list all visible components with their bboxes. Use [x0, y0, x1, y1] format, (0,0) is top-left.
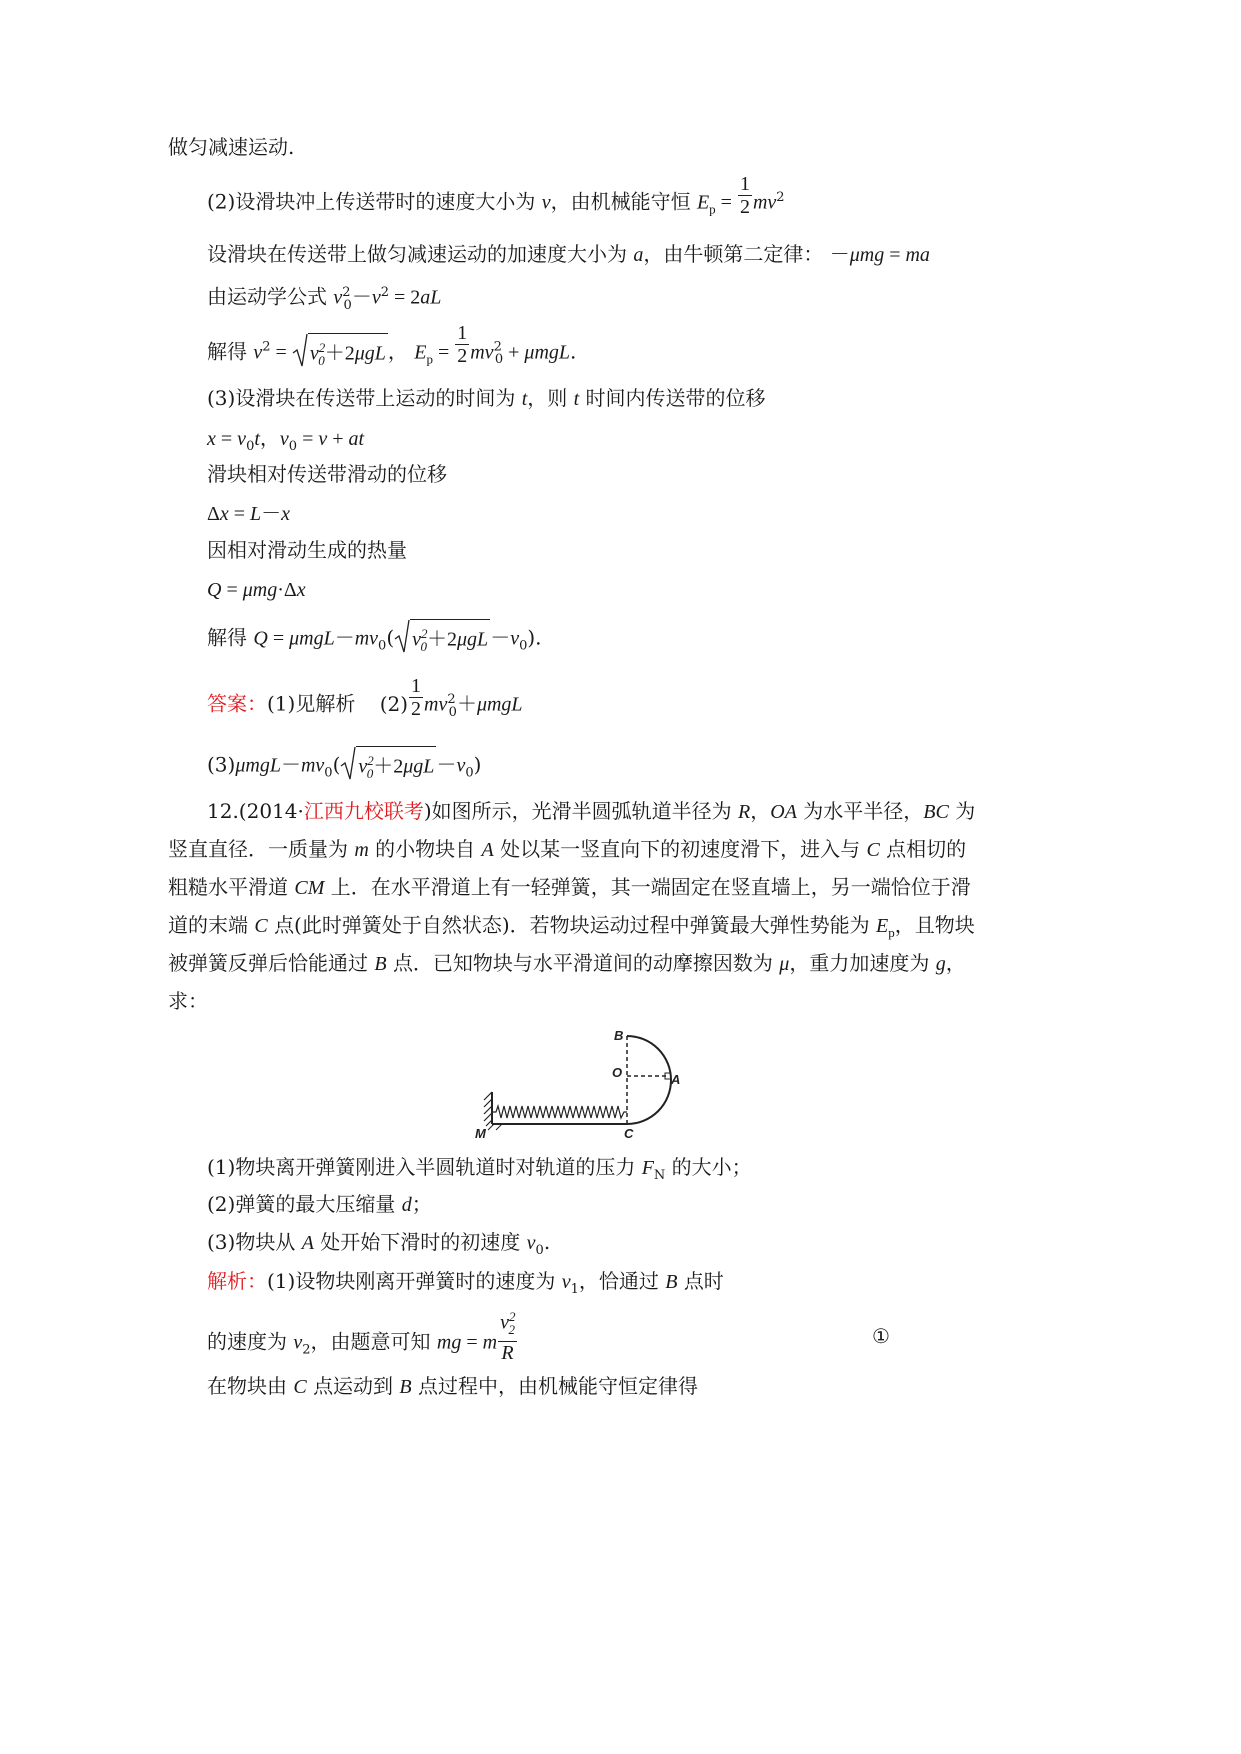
- text: (2): [379, 691, 409, 716]
- text: 在物块由: [207, 1374, 287, 1398]
- text: (3)设滑块在传送带上运动的时间为: [207, 386, 516, 410]
- sub-question-1: (1)物块离开弹簧刚进入半圆轨道时对轨道的压力 $F_N$ 的大小；: [207, 1155, 752, 1183]
- text: ，且物块: [894, 913, 975, 937]
- text: 滑块相对传送带滑动的位移: [207, 462, 447, 486]
- text: 做匀减速运动.: [168, 135, 295, 159]
- label-C: C: [624, 1126, 634, 1141]
- text: 上．在水平滑道上有一轻弹簧，其一端固定在竖直墙上，另一端恰位于滑: [330, 875, 971, 899]
- text: 因相对滑动生成的热量: [207, 538, 407, 562]
- text-line: 解得 $v^2$ = $v^2_0+2\mu gL$ ， $E_p$ = $\frac{1}{2}$ $mv^2_0 + \mu mgL$.: [207, 333, 576, 374]
- analysis-line-2: 的速度为 $v_2$，由题意可知 mg = m $\frac{v^2_2}{R}$: [207, 1322, 518, 1364]
- text: 被弹簧反弹后恰能通过: [168, 951, 368, 975]
- analysis-line-1: 解析：(1)设物块刚离开弹簧时的速度为 $v_1$，恰通过 B 点时: [207, 1269, 724, 1297]
- text-line: (3)设滑块在传送带上运动的时间为 t，则 t 时间内传送带的位移: [207, 386, 766, 410]
- question-12-line-6: [168, 987, 208, 1015]
- text-line: 由运动学公式 $v^2_0-v^2 = 2aL$: [207, 284, 442, 313]
- answer-line: $(3)\mu mgL-mv_0$( $v^2_0+2\mu gL -v_0$): [207, 746, 481, 787]
- answer-line: 答案：(1)见解析 (2) $\frac{1}{2}$ $mv^2_0+\mu mgL$: [207, 674, 523, 720]
- text-line: 解得 $Q = \mu mgL-mv_0$( $v^2_0+2\mu gL -v_0$).: [207, 619, 542, 660]
- analysis-label: 解析：: [207, 1269, 267, 1293]
- text: (3)物块从: [207, 1230, 296, 1254]
- label-B: B: [614, 1028, 624, 1043]
- text: (3): [207, 752, 236, 777]
- spring: [492, 1106, 627, 1118]
- text: ，: [750, 799, 771, 823]
- text-line: 设滑块在传送带上做匀减速运动的加速度大小为 a，由牛顿第二定律： －μmg = ma: [207, 242, 930, 266]
- label-A: A: [671, 1072, 681, 1087]
- text: 处开始下滑时的初速度: [320, 1230, 521, 1254]
- text-line: [207, 536, 407, 564]
- solution-line-2: (2)设滑块冲上传送带时的速度大小为 v，由机械能守恒 $E_p$ = $\frac{1}{2}$ $mv^2$: [207, 172, 785, 218]
- text: 竖直直径．一质量为: [168, 837, 348, 861]
- text: 12.(2014·: [207, 799, 304, 823]
- text: 点相切的: [886, 837, 967, 861]
- text: 粗糙水平滑道: [168, 875, 288, 899]
- text: (2)设滑块冲上传送带时的速度大小为: [207, 189, 536, 214]
- equation-number-1: [872, 1322, 890, 1350]
- text: ，由题意可知: [310, 1329, 431, 1354]
- answer-label: 答案：: [207, 691, 267, 716]
- question-12-line-2: 竖直直径．一质量为 m 的小物块自 A 处以某一竖直向下的初速度滑下，进入与 C 点相切的: [168, 837, 967, 861]
- semicircle-track: [627, 1036, 671, 1124]
- label-M: M: [475, 1126, 486, 1141]
- text: 解得: [207, 625, 247, 650]
- text: 求：: [168, 989, 208, 1013]
- sub-question-3: (3)物块从 A 处开始下滑时的初速度 $v_0$.: [207, 1230, 551, 1258]
- text: 的速度为: [207, 1329, 287, 1354]
- wall-hatch: [484, 1092, 492, 1126]
- sqrt-expression: $v^2_0+2\mu gL$: [292, 333, 388, 373]
- text: ；: [411, 1192, 432, 1216]
- text: 处以某一竖直向下的初速度滑下，进入与: [500, 837, 861, 861]
- text: ，则: [527, 386, 568, 410]
- text: ，: [945, 951, 966, 975]
- text: (1)物块离开弹簧刚进入半圆轨道时对轨道的压力: [207, 1155, 636, 1179]
- question-12-line-1: 12.(2014·江西九校联考)如图所示，光滑半圆弧轨道半径为 R，OA 为水平半径，BC 为: [207, 799, 976, 823]
- text: ，由机械能守恒: [550, 189, 691, 214]
- question-12-line-4: 道的末端 C 点(此时弹簧处于自然状态)．若物块运动过程中弹簧最大弹性势能为 $E_p$，且物块: [168, 913, 975, 940]
- track-spring-figure: [470, 1020, 730, 1150]
- text: 点运动到: [313, 1374, 394, 1398]
- source-label: 江西九校联考: [303, 799, 424, 823]
- text-line: [168, 133, 294, 161]
- sqrt-expression: $v^2_0+2\mu gL$: [340, 746, 436, 786]
- text: 的小物块自: [375, 837, 476, 861]
- text: 的大小；: [671, 1155, 752, 1179]
- text: 为: [955, 799, 976, 823]
- text: )如图所示，光滑半圆弧轨道半径为: [423, 799, 732, 823]
- text: 时间内传送带的位移: [585, 386, 766, 410]
- text: .: [543, 1230, 551, 1254]
- text: ，恰通过: [578, 1269, 659, 1293]
- text: 点过程中，由机械能守恒定律得: [418, 1374, 698, 1398]
- text: 点．已知物块与水平滑道间的动摩擦因数为: [392, 951, 773, 975]
- text: (1)设物块刚离开弹簧时的速度为: [267, 1269, 556, 1293]
- text-line: Δx = L－x: [207, 503, 291, 525]
- text: (2)弹簧的最大压缩量: [207, 1192, 396, 1216]
- label-O: O: [612, 1065, 623, 1080]
- text: 道的末端: [168, 913, 248, 937]
- text: 为水平半径，: [803, 799, 924, 823]
- text: 解得: [207, 339, 247, 364]
- question-12-line-3: 粗糙水平滑道 CM 上．在水平滑道上有一轻弹簧，其一端固定在竖直墙上，另一端恰位于滑: [168, 875, 971, 899]
- analysis-line-3: 在物块由 C 点运动到 B 点过程中，由机械能守恒定律得: [207, 1374, 698, 1398]
- text: ①: [872, 1324, 890, 1348]
- sqrt-expression: $v^2_0+2\mu gL$: [394, 619, 490, 659]
- text: ，由牛顿第二定律：: [643, 242, 824, 266]
- text-line: Q = μmg·Δx: [207, 579, 306, 601]
- text: 设滑块在传送带上做匀减速运动的加速度大小为: [207, 242, 627, 266]
- text: 由运动学公式: [207, 284, 327, 309]
- sub-question-2: (2)弹簧的最大压缩量 d；: [207, 1192, 432, 1216]
- text: 点时: [683, 1269, 724, 1293]
- text: (1)见解析: [267, 691, 356, 716]
- text: 点(此时弹簧处于自然状态)．若物块运动过程中弹簧最大弹性势能为: [274, 913, 870, 937]
- question-12-line-5: 被弹簧反弹后恰能通过 B 点．已知物块与水平滑道间的动摩擦因数为 μ，重力加速度为 g，: [168, 951, 966, 975]
- text-line: $x = v_0t$，$v_0 = v$ + at: [207, 426, 365, 454]
- text: ，重力加速度为: [789, 951, 930, 975]
- text-line: [207, 460, 447, 488]
